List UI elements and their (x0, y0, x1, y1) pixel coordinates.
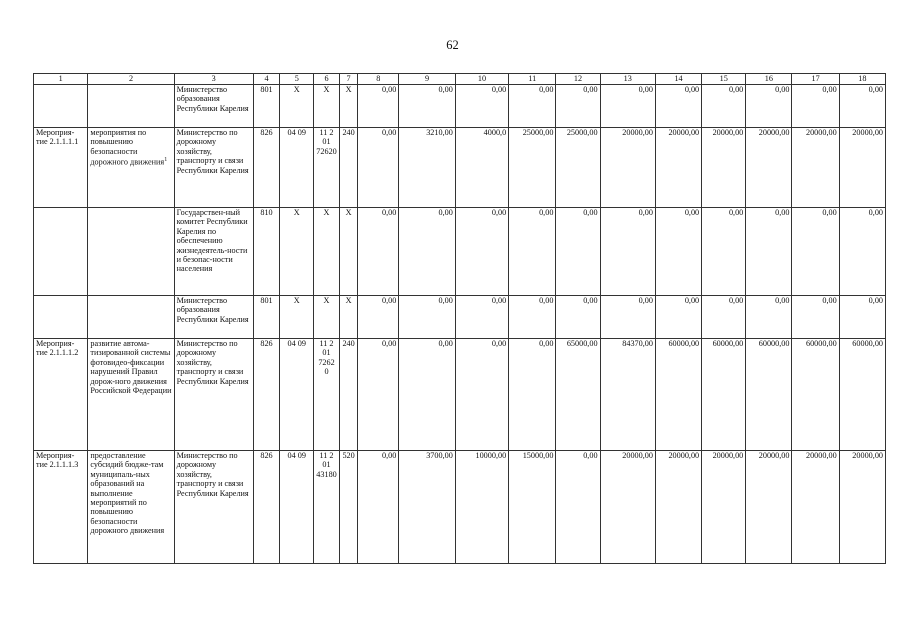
activity-description: мероприятия по повышению безопасности дорожного движения$^1$ (88, 128, 174, 208)
activity-code (34, 85, 88, 128)
responsible-executor: Государствен-ный комитет Республики Карелия по обеспечению жизнедеятель-ности и безопас-ности населения (174, 208, 253, 296)
activity-code: Мероприя-тие 2.1.1.1.2 (34, 339, 88, 451)
amount-col-12: 0,00 (556, 451, 600, 564)
amount-col-8: 0,00 (358, 128, 399, 208)
amount-col-15: 60000,00 (702, 339, 746, 451)
grbs-code: 801 (253, 296, 280, 339)
grbs-code: 801 (253, 85, 280, 128)
amount-col-13: 20000,00 (600, 451, 655, 564)
amount-col-8: 0,00 (358, 451, 399, 564)
amount-col-10: 0,00 (455, 339, 508, 451)
amount-col-15: 0,00 (702, 208, 746, 296)
grbs-code: 826 (253, 339, 280, 451)
column-number-4: 4 (253, 74, 280, 85)
table-row (34, 85, 886, 128)
expense-type-code: 520 (339, 451, 357, 564)
table-row (34, 339, 886, 451)
amount-col-9: 0,00 (399, 339, 455, 451)
column-number-18: 18 (839, 74, 885, 85)
amount-col-12: 65000,00 (556, 339, 600, 451)
amount-col-12: 0,00 (556, 208, 600, 296)
amount-col-18: 0,00 (839, 208, 885, 296)
amount-col-16: 0,00 (746, 208, 792, 296)
column-number-8: 8 (358, 74, 399, 85)
target-article-code: Х (314, 296, 340, 339)
amount-col-10: 10000,00 (455, 451, 508, 564)
column-number-15: 15 (702, 74, 746, 85)
column-number-13: 13 (600, 74, 655, 85)
table-row (34, 208, 886, 296)
table-row (34, 451, 886, 564)
expense-type-code: Х (339, 296, 357, 339)
grbs-code: 826 (253, 128, 280, 208)
amount-col-8: 0,00 (358, 85, 399, 128)
column-number-10: 10 (455, 74, 508, 85)
responsible-executor: Министерство по дорожному хозяйству, транспорту и связи Республики Карелия (174, 128, 253, 208)
section-code: 04 09 (280, 339, 314, 451)
amount-col-18: 20000,00 (839, 451, 885, 564)
column-number-5: 5 (280, 74, 314, 85)
column-number-7: 7 (339, 74, 357, 85)
responsible-executor: Министерство образования Республики Карелия (174, 296, 253, 339)
expense-type-code: Х (339, 208, 357, 296)
budget-table (33, 73, 886, 564)
amount-col-9: 0,00 (399, 85, 455, 128)
column-number-11: 11 (509, 74, 556, 85)
amount-col-14: 0,00 (655, 208, 701, 296)
amount-col-9: 0,00 (399, 208, 455, 296)
column-number-3: 3 (174, 74, 253, 85)
amount-col-17: 0,00 (792, 296, 839, 339)
table-row (34, 128, 886, 208)
amount-col-13: 20000,00 (600, 128, 655, 208)
amount-col-14: 0,00 (655, 296, 701, 339)
column-number-9: 9 (399, 74, 455, 85)
expense-type-code: Х (339, 85, 357, 128)
amount-col-18: 60000,00 (839, 339, 885, 451)
amount-col-8: 0,00 (358, 296, 399, 339)
amount-col-13: 0,00 (600, 296, 655, 339)
amount-col-12: 0,00 (556, 85, 600, 128)
amount-col-18: 0,00 (839, 296, 885, 339)
section-code: Х (280, 85, 314, 128)
amount-col-11: 25000,00 (509, 128, 556, 208)
activity-code: Мероприя-тие 2.1.1.1.3 (34, 451, 88, 564)
amount-col-15: 20000,00 (702, 451, 746, 564)
amount-col-11: 0,00 (509, 339, 556, 451)
grbs-code: 826 (253, 451, 280, 564)
section-code: 04 09 (280, 128, 314, 208)
responsible-executor: Министерство по дорожному хозяйству, транспорту и связи Республики Карелия (174, 339, 253, 451)
amount-col-15: 0,00 (702, 85, 746, 128)
amount-col-16: 0,00 (746, 85, 792, 128)
activity-code (34, 296, 88, 339)
activity-code: Мероприя-тие 2.1.1.1.1 (34, 128, 88, 208)
target-article-code: 11 2 01 43180 (314, 451, 340, 564)
amount-col-8: 0,00 (358, 208, 399, 296)
amount-col-10: 0,00 (455, 85, 508, 128)
amount-col-17: 60000,00 (792, 339, 839, 451)
table-row (34, 296, 886, 339)
column-number-14: 14 (655, 74, 701, 85)
amount-col-16: 60000,00 (746, 339, 792, 451)
amount-col-11: 0,00 (509, 85, 556, 128)
activity-code (34, 208, 88, 296)
footnote-mark: 1 (164, 157, 168, 164)
column-number-17: 17 (792, 74, 839, 85)
section-code: Х (280, 296, 314, 339)
amount-col-15: 20000,00 (702, 128, 746, 208)
activity-description (88, 208, 174, 296)
amount-col-17: 0,00 (792, 208, 839, 296)
responsible-executor: Министерство образования Республики Карелия (174, 85, 253, 128)
amount-col-9: 3700,00 (399, 451, 455, 564)
amount-col-16: 20000,00 (746, 451, 792, 564)
amount-col-8: 0,00 (358, 339, 399, 451)
activity-description: развитие автома-тизированной системы фотовидео-фиксации нарушений Правил дорож-ного движения Российской Федерации (88, 339, 174, 451)
amount-col-13: 0,00 (600, 85, 655, 128)
column-number-6: 6 (314, 74, 340, 85)
amount-col-14: 0,00 (655, 85, 701, 128)
amount-col-10: 4000,0 (455, 128, 508, 208)
amount-col-14: 20000,00 (655, 451, 701, 564)
column-number-1: 1 (34, 74, 88, 85)
amount-col-16: 0,00 (746, 296, 792, 339)
column-number-2: 2 (88, 74, 174, 85)
amount-col-10: 0,00 (455, 208, 508, 296)
target-article-code: 11 2 01 7262 0 (314, 339, 340, 451)
amount-col-17: 20000,00 (792, 451, 839, 564)
column-numbers-row (34, 74, 886, 85)
target-article-code: Х (314, 85, 340, 128)
amount-col-16: 20000,00 (746, 128, 792, 208)
amount-col-18: 0,00 (839, 85, 885, 128)
amount-col-11: 0,00 (509, 296, 556, 339)
grbs-code: 810 (253, 208, 280, 296)
activity-description (88, 296, 174, 339)
amount-col-15: 0,00 (702, 296, 746, 339)
activity-description (88, 85, 174, 128)
amount-col-11: 15000,00 (509, 451, 556, 564)
responsible-executor: Министерство по дорожному хозяйству, транспорту и связи Республики Карелия (174, 451, 253, 564)
amount-col-10: 0,00 (455, 296, 508, 339)
activity-description: предоставление субсидий бюдже-там муниципаль-ных образований на выполнение мероприятий по повышению безопасности дорожного движения (88, 451, 174, 564)
target-article-code: 11 2 01 72620 (314, 128, 340, 208)
amount-col-13: 0,00 (600, 208, 655, 296)
amount-col-12: 0,00 (556, 296, 600, 339)
column-number-12: 12 (556, 74, 600, 85)
expense-type-code: 240 (339, 128, 357, 208)
amount-col-17: 20000,00 (792, 128, 839, 208)
amount-col-14: 20000,00 (655, 128, 701, 208)
amount-col-14: 60000,00 (655, 339, 701, 451)
amount-col-11: 0,00 (509, 208, 556, 296)
amount-col-9: 3210,00 (399, 128, 455, 208)
amount-col-13: 84370,00 (600, 339, 655, 451)
amount-col-9: 0,00 (399, 296, 455, 339)
amount-col-17: 0,00 (792, 85, 839, 128)
column-number-16: 16 (746, 74, 792, 85)
expense-type-code: 240 (339, 339, 357, 451)
section-code: 04 09 (280, 451, 314, 564)
section-code: Х (280, 208, 314, 296)
amount-col-18: 20000,00 (839, 128, 885, 208)
page-number: 62 (446, 38, 459, 52)
target-article-code: Х (314, 208, 340, 296)
amount-col-12: 25000,00 (556, 128, 600, 208)
